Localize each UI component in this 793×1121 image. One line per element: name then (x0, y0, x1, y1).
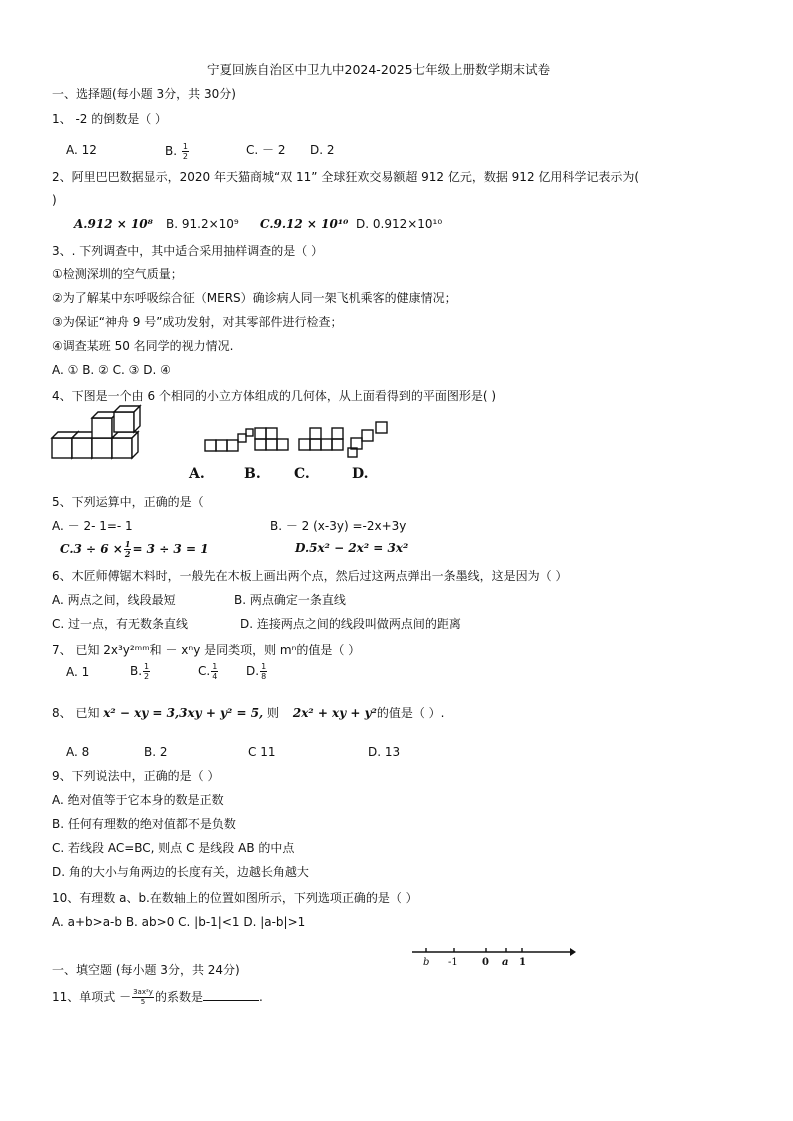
q4-label-a: A. (189, 466, 205, 482)
q1-option-c: C. － 2 (246, 143, 286, 157)
section-heading-fill: 一、填空题 (每小题 3分，共 24分) (52, 963, 240, 977)
q10-choices: A. a+b>a-b B. ab>0 C. |b-1|<1 D. |a-b|>1 (52, 915, 306, 929)
q7-option-b-fraction: $\frac{1}{2}$ (144, 662, 150, 681)
q6-option-d: D. 连接两点之间的线段叫做两点间的距离 (240, 617, 461, 631)
q2-option-d: D. 0.912×10¹⁰ (356, 217, 443, 231)
q7-option-a: A. 1 (66, 665, 90, 679)
q2-option-c: C.9.12 × 10¹⁰ (260, 217, 349, 231)
q9-option-b: B. 任何有理数的绝对值都不是负数 (52, 817, 236, 831)
q4-option-b-figure (254, 426, 292, 454)
q10-stem: 10、有理数 a、b.在数轴上的位置如图所示，下列选项正确的是（ ） (52, 891, 418, 905)
q4-label-d: D. (352, 466, 369, 482)
q6-option-b: B. 两点确定一条直线 (234, 593, 346, 607)
axis-label-b: b (423, 957, 430, 968)
q2-stem: 2、阿里巴巴数据显示，2020 年天猫商城“双 11” 全球狂欢交易额超 912 亿元，数据 912 亿用科学记表示为( (52, 170, 640, 184)
q5-option-c-pre: C.3 ÷ 6 × (60, 542, 123, 556)
q7-option-c (198, 662, 219, 681)
q9-stem: 9、下列说法中，正确的是（ ） (52, 769, 220, 783)
q5-option-c-fraction: $\frac{1}{2}$ (124, 539, 131, 559)
q6-option-c: C. 过一点，有无数条直线 (52, 617, 189, 631)
q7-option-c-label: C. (198, 664, 211, 678)
q5-option-c (60, 540, 209, 559)
q7-option-d-label: D. (246, 664, 260, 678)
q5-option-b: B. － 2 (x-3y) =-2x+3y (270, 519, 407, 533)
q9-option-a: A. 绝对值等于它本身的数是正数 (52, 793, 224, 807)
page-title: 宁夏回族自治区中卫九中2024-2025七年级上册数学期末试卷 (207, 62, 551, 77)
q9-option-c: C. 若线段 AC=BC, 则点 C 是线段 AB 的中点 (52, 841, 295, 855)
q11-answer-blank[interactable] (203, 990, 259, 1001)
q1-stem: 1、 -2 的倒数是（ ） (52, 112, 168, 126)
q4-option-c-figure (298, 426, 346, 454)
axis-label-a: a (502, 957, 509, 968)
q8-option-c: C 11 (248, 745, 276, 759)
q10-number-line (410, 946, 576, 970)
q1-option-b (165, 142, 190, 161)
q1-option-a: A. 12 (66, 143, 97, 157)
section-heading-choice: 一、选择题(每小题 3分，共 30分) (52, 87, 236, 101)
q5-option-c-post: = 3 ÷ 3 = 1 (132, 542, 209, 556)
q8-expression-2: 2x² + xy + y² (292, 706, 377, 720)
q2-option-b: B. 91.2×10⁹ (166, 217, 239, 231)
q1-option-b-label: B. (165, 144, 178, 158)
q8-stem-mid: 则 (267, 706, 280, 720)
q7-stem: 7、 已知 2x³y²ᵐᵐ和 － xⁿy 是同类项，则 mⁿ的值是（ ） (52, 643, 361, 657)
q7-option-b-label: B. (130, 664, 143, 678)
q4-cube-solid-figure (50, 408, 150, 460)
q11-stem-post: 的系数是 (154, 990, 203, 1004)
q8-option-b: B. 2 (144, 745, 168, 759)
q4-stem: 4、下图是一个由 6 个相同的小立方体组成的几何体，从上面看得到的平面图形是( ) (52, 389, 497, 403)
q3-item-4: ④调查某班 50 名同学的视力情况. (52, 339, 234, 353)
q11-fraction: $\frac{\text{3ax²y}}{5}$ (133, 988, 153, 1006)
q4-label-c: C. (294, 466, 310, 482)
q7-option-d (246, 662, 268, 681)
q2-stem-end: ) (52, 193, 57, 207)
axis-label-neg1: -1 (448, 957, 458, 968)
q11-stem: 11、单项式 － $\frac{\text{3ax²y}}{5}$ 的系数是 . (52, 988, 263, 1006)
q6-stem: 6、木匠师傅锯木料时，一般先在木板上画出两个点，然后过这两点弹出一条墨线，这是因为（ ） (52, 569, 568, 583)
q7-option-b (130, 662, 151, 681)
q1-option-d: D. 2 (310, 143, 335, 157)
q11-stem-pre: 11、单项式 － (52, 990, 132, 1004)
q3-choices: A. ① B. ② C. ③ D. ④ (52, 363, 171, 377)
q2-option-a: A.912 × 10⁸ (74, 217, 153, 231)
q8-option-d: D. 13 (368, 745, 401, 759)
q3-item-3: ③为保证“神舟 9 号”成功发射，对其零部件进行检查； (52, 315, 343, 329)
q8-stem-pre: 8、 已知 (52, 706, 100, 720)
q3-item-1: ①检测深圳的空气质量； (52, 267, 183, 281)
q8-expression-1: x² − xy = 3,3xy + y² = 5, (103, 706, 264, 720)
q4-option-a-figure (204, 428, 254, 454)
q8-option-a: A. 8 (66, 745, 90, 759)
q1-option-b-fraction: $\frac{1}{2}$ (182, 142, 188, 161)
q9-option-d: D. 角的大小与角两边的长度有关，边越长角越大 (52, 865, 309, 879)
axis-label-1: 1 (519, 957, 526, 968)
q4-label-b: B. (244, 466, 261, 482)
q8-stem (52, 705, 444, 721)
q4-option-d-figure (346, 420, 390, 458)
q5-option-a: A. － 2- 1=- 1 (52, 519, 133, 533)
q3-stem: 3、. 下列调查中，其中适合采用抽样调查的是（ ） (52, 244, 324, 258)
q8-stem-post: 的值是（ ）. (376, 706, 445, 720)
q7-option-d-fraction: $\frac{1}{8}$ (261, 662, 267, 681)
axis-label-0: 0 (482, 957, 489, 968)
q5-option-d: D.5x² − 2x² = 3x² (295, 541, 409, 555)
q5-stem: 5、下列运算中，正确的是（ (52, 495, 204, 509)
q7-option-c-fraction: $\frac{1}{4}$ (212, 662, 218, 681)
q3-item-2: ②为了解某中东呼吸综合征（MERS）确诊病人同一架飞机乘客的健康情况； (52, 291, 457, 305)
q6-option-a: A. 两点之间，线段最短 (52, 593, 176, 607)
